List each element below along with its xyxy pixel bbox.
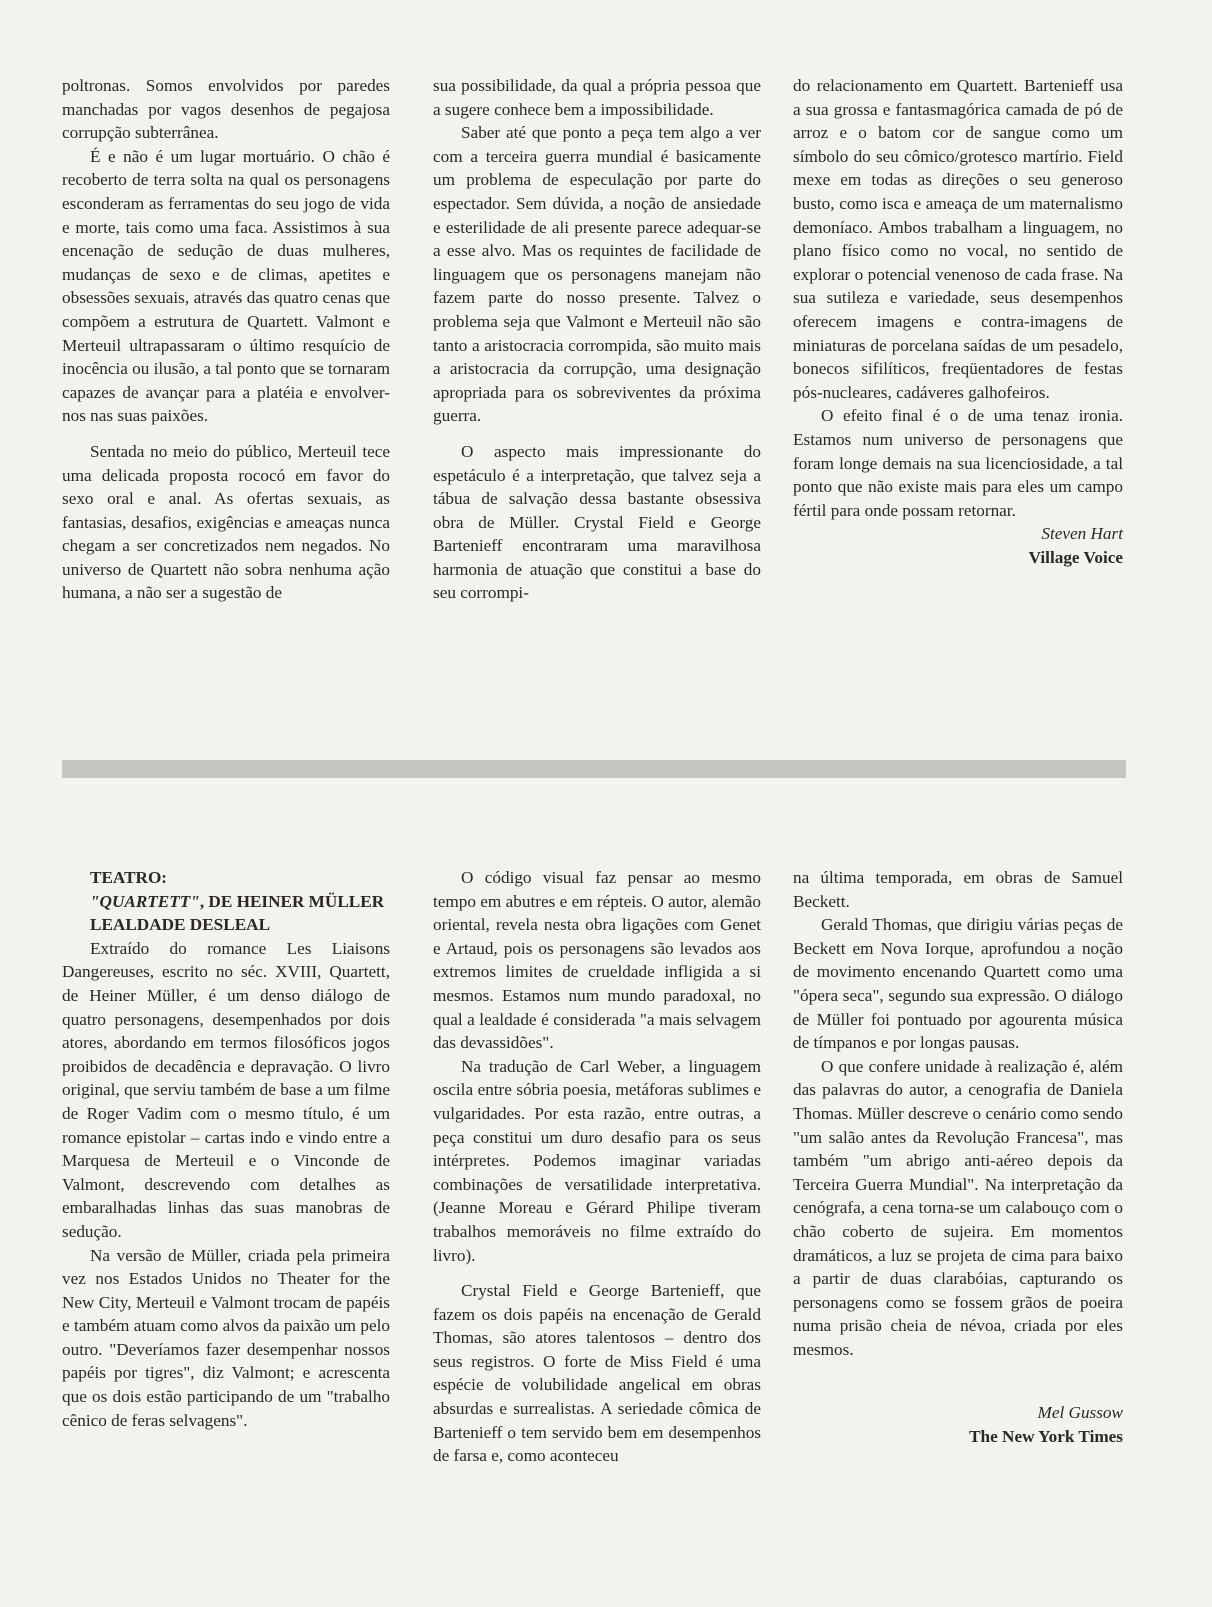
paragraph: Gerald Thomas, que dirigiu várias peças de Beckett em Nova Iorque, aprofundou a noção de movimento encenando Quartett como uma "ópera seca", segundo sua expressão. O diálogo de Müller foi pontuado por agourenta música de tímpanos e por longas pausas. (793, 915, 1123, 1053)
paragraph: poltronas. Somos envolvidos por paredes manchadas por vagos desenhos de pegajosa corrupção subterrânea. (62, 76, 390, 143)
top-article-column-3 (793, 74, 1123, 569)
paragraph: O efeito final é o de uma tenaz ironia. Estamos num universo de personagens que foram longe demais na sua licenciosidade, a tal ponto que não existe mais para eles um campo fértil para onde possam retornar. (793, 406, 1123, 520)
headline-title: "QUARTETT" (90, 891, 200, 911)
author-name: Steven Hart (1041, 524, 1123, 544)
bottom-article-column-3 (793, 866, 1123, 1449)
bottom-article-column-1 (62, 866, 390, 1432)
paragraph: O código visual faz pensar ao mesmo tempo em abutres e em répteis. O autor, alemão oriental, revela nesta obra ligações com Genet e Artaud, pois os personagens são levados aos extremos limites de crueldade infligida a si mesmos. Estamos num mundo paradoxal, no qual a lealdade é considerada "a mais selvagem das devassidões". (433, 868, 761, 1053)
paragraph: O aspecto mais impressionante do espetáculo é a interpretação, que talvez seja a tábua de salvação dessa bastante obsessiva obra de Müller. Crystal Field e George Bartenieff encontraram uma maravilhosa harmonia de atuação que constitui a base do seu corrompi- (433, 441, 761, 603)
paragraph: Sentada no meio do público, Merteuil tece uma delicada proposta rococó em favor do sexo oral e anal. As ofertas sexuais, as fantasias, desafios, exigências e ameaças nunca chegam a ser concretizados nem negados. No universo de Quartett não sobra nenhuma ação humana, a não ser a sugestão de (62, 441, 390, 603)
paragraph: Saber até que ponto a peça tem algo a ver com a terceira guerra mundial é basicamente um problema de especulação por parte do espectador. Sem dúvida, a noção de ansiedade e esterilidade de ali presente parece adequar-se a esse alvo. Mas os requintes de facilidade de linguagem que os personagens manejam não fazem parte do nosso presente. Talvez o problema seja que Valmont e Merteuil não são tanto a aristocracia corrompida, são muito mais a aristocracia da corrupção, uma designação apropriada para os sobreviventes da próxima guerra. (433, 123, 761, 426)
article-subheadline: LEALDADE DESLEAL (90, 915, 271, 935)
paragraph: na última temporada, em obras de Samuel Beckett. (793, 868, 1123, 911)
publication-name: The New York Times (969, 1427, 1123, 1447)
paragraph: É e não é um lugar mortuário. O chão é recoberto de terra solta na qual os personagens esconderam as ferramentas do seu jogo de vida e morte, tais como uma faca. Assistimos à sua encenação de sedução de duas mulheres, mudanças de sexo e de climas, apetites e obsessões sexuais, através das quatro cenas que compõem a estrutura de Quartett. Valmont e Merteuil ultrapassaram o último resquício de inocência ou ilusão, a tal ponto que se tornaram capazes de avançar para a platéia e envolver-nos nas suas paixões. (62, 146, 390, 426)
paragraph: Na tradução de Carl Weber, a linguagem oscila entre sóbria poesia, metáforas sublimes e vulgaridades. Por esta razão, entre outras, a peça constitui um duro desafio para os seus intérpretes. Podemos imaginar variadas combinações de versatilidade interpretativa. (Jeanne Moreau e Gérard Philipe tiveram trabalhos memoráveis no filme extraído do livro). (433, 1056, 761, 1265)
article-headline (62, 890, 390, 914)
headline-rest: , DE HEINER MÜLLER (199, 891, 385, 911)
publication-name: Village Voice (1028, 547, 1123, 567)
paragraph: Crystal Field e George Bartenieff, que fazem os dois papéis na encenação de Gerald Thomas, são atores talentosos – dentro dos seus registros. O forte de Miss Field é uma espécie de volubilidade angelical em obras absurdas e surrealistas. A seriedade cômica de Bartenieff o tem servido bem em desempenhos de farsa e, como aconteceu (433, 1281, 761, 1466)
section-divider (62, 760, 1126, 778)
top-article-column-1 (62, 74, 390, 605)
paragraph: O que confere unidade à realização é, além das palavras do autor, a cenografia de Daniela Thomas. Müller descreve o cenário como sendo "um salão antes da Revolução Francesa", mas também "um abrigo anti-aéreo depois da Terceira Guerra Mundial". Na interpretação da cenógrafa, a cena torna-se um calabouço com o chão coberto de sujeira. Em momentos dramáticos, a luz se projeta de cima para baixo a partir de duas clarabóias, capturando os personagens como se fossem grãos de poeira numa prisão cheia de névoa, criada por eles mesmos. (793, 1056, 1123, 1359)
paragraph: Extraído do romance Les Liaisons Dangereuses, escrito no séc. XVIII, Quartett, de Heiner Müller, é um denso diálogo de quatro personagens, desempenhados por dois atores, abordando em termos filosóficos jogos proibidos de decadência e depravação. O livro original, que serviu também de base a um filme de Roger Vadim com o mesmo título, é um romance epistolar – cartas indo e vindo entre a Marquesa de Merteuil e o Vinconde de Valmont, descrevendo com detalhes as embaralhadas linhas das suas manobras de sedução. (62, 938, 390, 1241)
author-name: Mel Gussow (1037, 1403, 1123, 1423)
paragraph: do relacionamento em Quartett. Bartenieff usa a sua grossa e fantasmagórica camada de pó de arroz e o batom cor de sangue como um símbolo do seu cômico/grotesco martírio. Field mexe em todas as direções o seu generoso busto, como isca e ameaça de um maternalismo demoníaco. Ambos trabalham a linguagem, no plano físico como no vocal, no sentido de explorar o potencial venenoso de cada frase. Na sua sutileza e variedade, seus desempenhos oferecem imagens e contra-imagens de miniaturas de porcelana saídas de um pesadelo, bonecos sifilíticos, freqüentadores de festas pós-nucleares, cadáveres galhofeiros. (793, 76, 1123, 402)
article-kicker: TEATRO: (90, 868, 168, 887)
paragraph: Na versão de Müller, criada pela primeira vez nos Estados Unidos no Theater for the New City, Merteuil e Valmont trocam de papéis e também atuam como alvos da paixão um pelo outro. "Deveríamos fazer desempenhar nossos papéis por tigres", diz Valmont; e acrescenta que os dois estão participando de um "trabalho cênico de feras selvagens". (62, 1245, 390, 1430)
bottom-article-column-2 (433, 866, 761, 1468)
top-article-column-2 (433, 74, 761, 605)
paragraph: sua possibilidade, da qual a própria pessoa que a sugere conhece bem a impossibilidade. (433, 76, 761, 119)
